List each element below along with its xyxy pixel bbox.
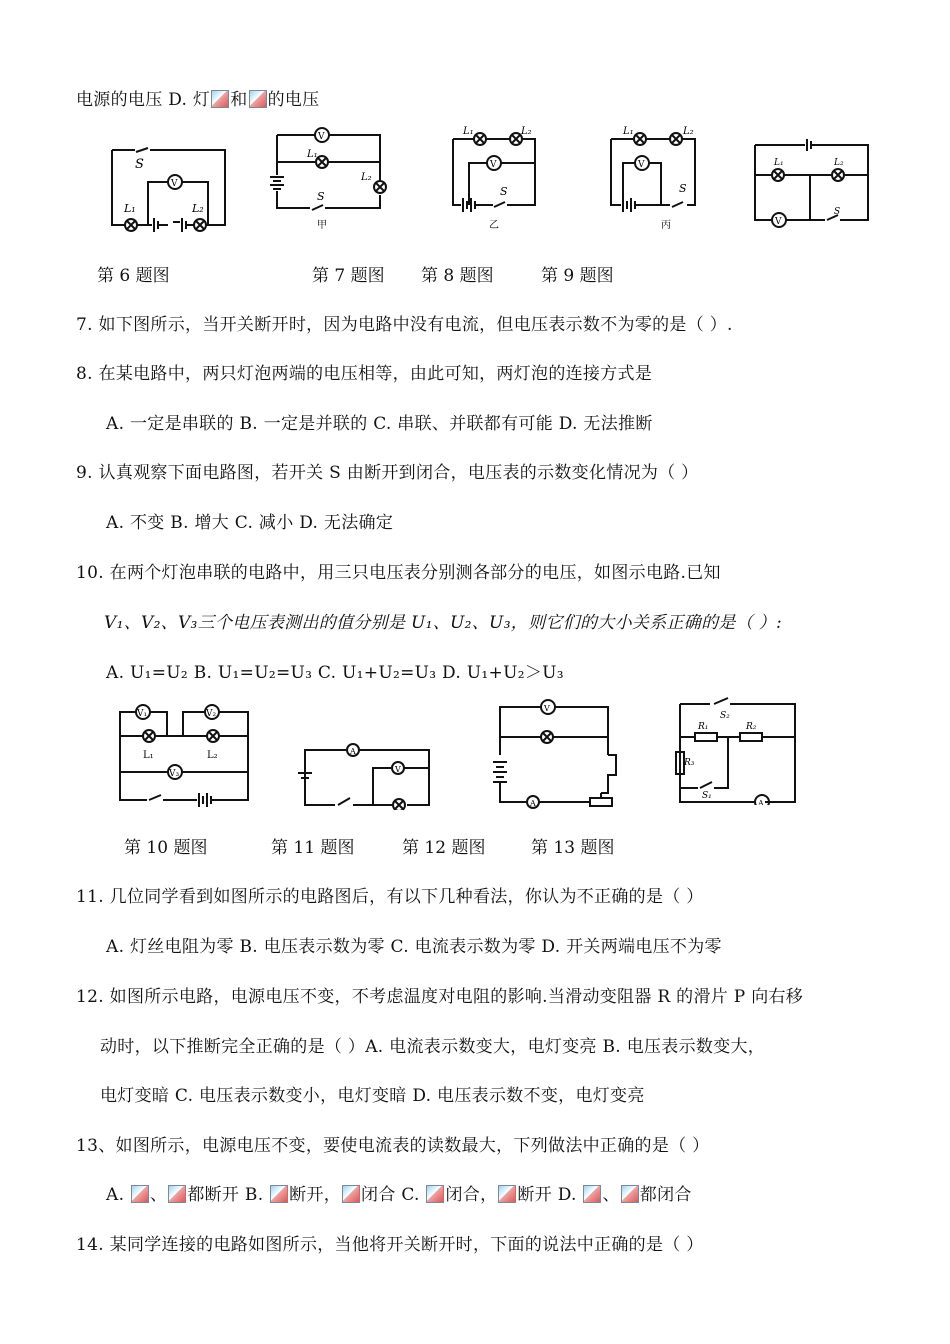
ammeter-label: A [758,799,764,805]
voltmeter-label: V [544,704,550,713]
text-segment: 都闭合 [639,1185,692,1205]
figure-10-circuit [115,700,255,808]
figure-7-circuit [265,125,390,235]
switch-s2-label: S₂ [720,711,730,721]
switch-label: S [135,157,144,172]
caption-fig11: 第 11 题图 [271,838,355,858]
question-8-options: A. 一定是串联的 B. 一定是并联的 C. 串联、并联都有可能 D. 无法推断 [106,414,653,434]
caption-fig9: 第 9 题图 [541,266,614,286]
lamp-l1-label: L₁ [307,149,318,160]
text-segment: 和 [230,90,248,110]
text-segment: 的电压 [267,90,320,110]
image-placeholder-icon [249,90,267,108]
resistor-r1-label: R₁ [698,722,709,732]
image-placeholder-icon [131,1185,149,1203]
voltmeter-label: V [395,765,401,774]
voltmeter-label: V [318,132,325,142]
lamp-l2-label: L₂ [521,126,532,137]
image-placeholder-icon [270,1185,288,1203]
text-segment: 闭合 C. [361,1185,420,1205]
ammeter-label: A [350,747,356,756]
voltmeter-label: V [490,160,497,170]
question-14: 14. 某同学连接的电路如图所示，当他将开关断开时，下面的说法中正确的是（ ） [76,1235,704,1255]
lamp-l1-label: L₁ [143,750,154,761]
question-10-line2: V₁、V₂、V₃三个电压表测出的值分别是 U₁、U₂、U₃，则它们的大小关系正确的是（ ）: [104,613,783,633]
text-segment: 断开， [289,1185,342,1205]
figure-sub-label: 丙 [661,220,671,231]
voltmeter-v1-label: V₁ [137,709,148,719]
voltmeter-label: V [638,160,645,170]
top-line [76,88,319,112]
switch-label: S [317,190,325,203]
switch-label: S [500,185,508,198]
lamp-l2-label: L₂ [683,126,694,137]
image-placeholder-icon [583,1185,601,1203]
switch-label: S [679,182,687,195]
figure-12-circuit [490,695,620,810]
image-placeholder-icon [342,1185,360,1203]
lamp-l1-label: L₁ [124,202,136,215]
lamp-l1-label: L₁ [623,126,634,137]
switch-s1-label: S₁ [702,791,712,801]
figure-sub-label: 乙 [489,220,499,231]
text-segment: 都断开 B. [187,1185,264,1205]
question-9-options: A. 不变 B. 增大 C. 减小 D. 无法确定 [106,513,394,533]
question-9: 9. 认真观察下面电路图，若开关 S 由断开到闭合，电压表的示数变化情况为（ ） [76,463,699,483]
lamp-l2-label: L₂ [361,172,372,183]
text-segment: 断开 D. [517,1185,577,1205]
resistor-r2-label: R₂ [746,722,757,732]
image-placeholder-icon [426,1185,444,1203]
caption-fig13: 第 13 题图 [531,838,615,858]
question-11-options: A. 灯丝电阻为零 B. 电压表示数为零 C. 电流表示数为零 D. 开关两端电压不为零 [106,937,722,957]
text-segment: A. [106,1185,125,1205]
caption-fig10: 第 10 题图 [124,838,208,858]
resistor-r3-label: R₃ [684,758,695,768]
lamp-l2-label: L₂ [192,202,204,215]
figure-sub-label: 甲 [317,220,327,231]
voltmeter-label: V [775,217,782,227]
figure-8-circuit [445,125,545,235]
question-11: 11. 几位同学看到如图所示的电路图后，有以下几种看法，你认为不正确的是（ ） [76,887,704,907]
figure-11-circuit [295,740,435,810]
switch-label: S [834,207,841,217]
image-placeholder-icon [168,1185,186,1203]
image-placeholder-icon [621,1185,639,1203]
image-placeholder-icon [211,90,229,108]
figure-13-circuit [670,690,805,805]
question-12-line2: 动时，以下推断完全正确的是（ ）A. 电流表示数变大，电灯变亮 B. 电压表示数变大， [100,1037,766,1057]
figure-10-circuit-row1 [750,135,875,230]
question-12-line3: 电灯变暗 C. 电压表示数变小，电灯变暗 D. 电压表示数不变，电灯变亮 [100,1086,645,1106]
image-placeholder-icon [498,1185,516,1203]
question-7: 7. 如下图所示，当开关断开时，因为电路中没有电流，但电压表示数不为零的是（ ）. [76,315,733,335]
caption-fig6: 第 6 题图 [97,266,170,286]
text-segment: 闭合， [445,1185,498,1205]
caption-fig12: 第 12 题图 [402,838,486,858]
question-13: 13、如图所示，电源电压不变，要使电流表的读数最大，下列做法中正确的是（ ） [76,1136,710,1156]
question-12-line1: 12. 如图所示电路，电源电压不变，不考虑温度对电阻的影响.当滑动变阻器 R 的滑片 P 向右移 [76,987,804,1007]
caption-fig7: 第 7 题图 [312,266,385,286]
lamp-l1-label: L₁ [774,158,784,168]
question-13-options [106,1183,692,1207]
question-10-line1: 10. 在两个灯泡串联的电路中，用三只电压表分别测各部分的电压，如图示电路.已知 [76,563,721,583]
voltmeter-v2-label: V₂ [206,709,217,719]
caption-fig8: 第 8 题图 [421,266,494,286]
text-segment: 、 [150,1185,168,1205]
text-segment: 、 [602,1185,620,1205]
figure-9-circuit [605,125,705,235]
ammeter-label: A [530,799,536,808]
lamp-l2-label: L₂ [834,158,844,168]
figure-6-circuit [100,140,235,235]
voltmeter-v3-label: V₃ [169,769,180,779]
lamp-l2-label: L₂ [207,750,218,761]
question-10-options: A. U₁=U₂ B. U₁=U₂=U₃ C. U₁+U₂=U₃ D. U₁+U₂＞U₃ [106,663,564,683]
voltmeter-label: V [171,179,178,189]
question-8: 8. 在某电路中，两只灯泡两端的电压相等，由此可知，两灯泡的连接方式是 [76,364,653,384]
lamp-l1-label: L₁ [463,126,474,137]
text-segment: 电源的电压 D. 灯 [76,90,211,110]
